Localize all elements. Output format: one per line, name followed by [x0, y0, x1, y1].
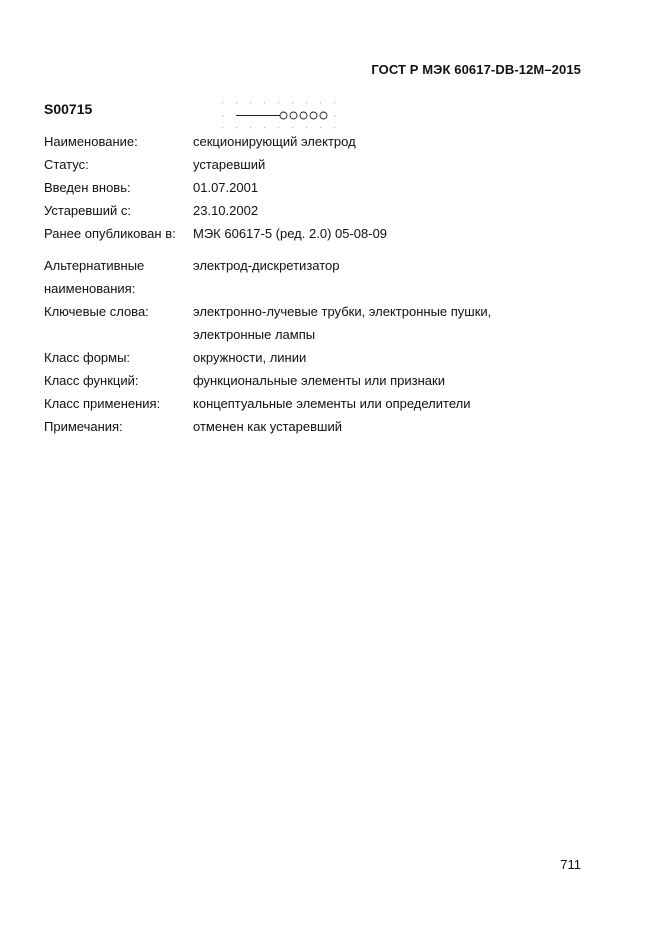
document-header: ГОСТ Р МЭК 60617-DB-12M–2015 — [371, 62, 581, 77]
sectioned-electrode-symbol-icon — [222, 100, 336, 130]
field-value: 23.10.2002 — [193, 203, 259, 218]
field-value — [193, 277, 584, 300]
field-row-keywords-cont — [44, 323, 584, 346]
field-value: электронные лампы — [193, 327, 316, 342]
field-label: Класс применения: — [44, 396, 161, 411]
field-value: отменен как устаревший — [193, 419, 342, 434]
field-value: МЭК 60617-5 (ред. 2.0) 05-08-09 — [193, 226, 388, 241]
field-row-previously-published — [44, 222, 584, 245]
field-label: Ранее опубликован в: — [44, 226, 176, 241]
field-row-notes — [44, 415, 584, 438]
field-label: Устаревший с: — [44, 203, 131, 218]
field-row-status — [44, 153, 584, 176]
field-row-obsolete-since — [44, 199, 584, 222]
field-label: наименования: — [44, 281, 136, 296]
field-row-name — [44, 130, 584, 153]
field-label: Альтернативные — [44, 258, 145, 273]
field-label: Статус: — [44, 157, 89, 172]
field-value: электрод-дискретизатор — [193, 258, 340, 273]
field-value: функциональные элементы или признаки — [193, 373, 445, 388]
field-label-empty — [44, 323, 193, 346]
field-label: Класс формы: — [44, 350, 131, 365]
symbol-fields — [44, 130, 584, 438]
field-value: 01.07.2001 — [193, 180, 259, 195]
page-number: 711 — [560, 857, 581, 872]
field-row-application-class — [44, 392, 584, 415]
field-row-shape-class — [44, 346, 584, 369]
symbol-id: S00715 — [44, 101, 93, 117]
field-label: Введен вновь: — [44, 180, 131, 195]
field-value: окружности, линии — [193, 350, 307, 365]
field-row-introduced — [44, 176, 584, 199]
field-value: устаревший — [193, 157, 266, 172]
field-row-alternative-names — [44, 254, 584, 277]
field-value: концептуальные элементы или определители — [193, 396, 471, 411]
field-label: Наименование: — [44, 134, 138, 149]
field-row-keywords — [44, 300, 584, 323]
field-label: Класс функций: — [44, 373, 139, 388]
field-value: секционирующий электрод — [193, 134, 356, 149]
field-label: Ключевые слова: — [44, 304, 149, 319]
field-row-function-class — [44, 369, 584, 392]
field-label: Примечания: — [44, 419, 123, 434]
field-value: электронно-лучевые трубки, электронные пушки, — [193, 304, 492, 319]
field-row-alternative-names-cont — [44, 277, 584, 300]
